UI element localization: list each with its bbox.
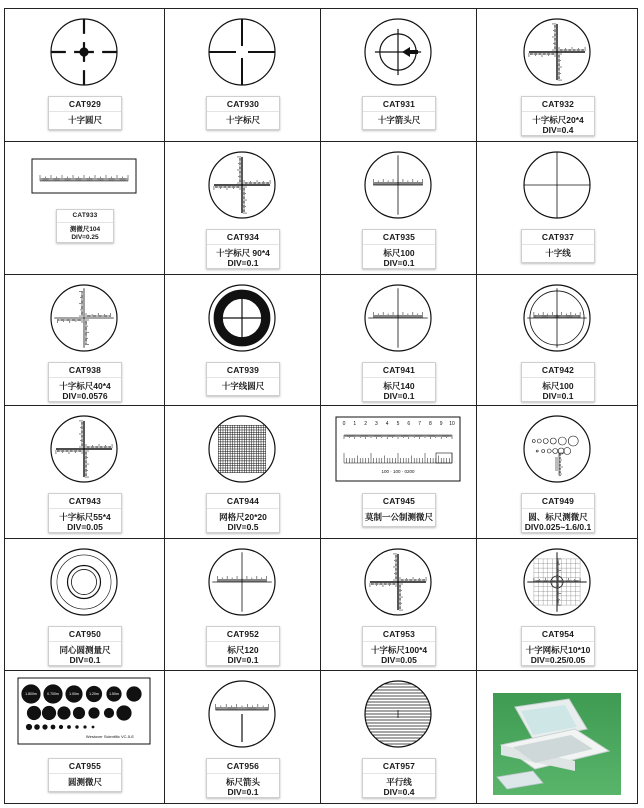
product-label: [48, 493, 122, 533]
product-code: CAT930: [207, 97, 279, 112]
product-code: CAT955: [49, 759, 121, 774]
product-code: CAT939: [207, 363, 279, 378]
catalog-cell: [164, 405, 320, 538]
product-division: DIV=0.1: [383, 391, 415, 401]
catalog-cell: [476, 670, 638, 804]
product-name: 标尺箭头: [225, 777, 260, 787]
product-name: 十字标尺20*4: [532, 115, 584, 125]
product-name: 网格尺20*20: [219, 512, 267, 522]
product-name: 标尺100: [542, 381, 574, 391]
product-division: DIV=0.25: [71, 234, 99, 241]
catalog-cell: [4, 538, 164, 670]
product-name: 十字线: [545, 248, 571, 258]
product-name: 莫制一公制测微尺: [364, 512, 433, 522]
product-division: DIV=0.1: [227, 258, 259, 268]
product-name: 圆测微尺: [67, 777, 102, 787]
catalog-cell: [320, 141, 476, 274]
dot-label-4: 1.50m: [109, 692, 119, 696]
product-label: [362, 626, 436, 666]
product-division: DIV=0.1: [227, 787, 259, 797]
product-division: DIV=0.4: [542, 125, 574, 135]
ruler-number-0: 0: [342, 421, 346, 427]
catalog-cell: [476, 8, 638, 141]
product-code: CAT935: [363, 230, 435, 245]
ruler-number-2: 2: [364, 421, 367, 427]
product-label: [362, 96, 436, 130]
product-label: [521, 96, 595, 136]
product-code: CAT937: [522, 230, 594, 245]
product-label: [521, 493, 595, 533]
product-code: CAT932: [522, 97, 594, 112]
dot-label-3: 1.20m: [89, 692, 99, 696]
product-label: [206, 362, 280, 396]
product-code: CAT934: [207, 230, 279, 245]
product-code: CAT942: [522, 363, 594, 378]
product-label: [48, 626, 122, 666]
product-division: DIV=0.1: [227, 655, 259, 665]
product-label: [48, 758, 122, 792]
ruler-number-1: 1: [353, 421, 357, 427]
product-code: CAT929: [49, 97, 121, 112]
dot-label-1: 0.700m: [47, 692, 59, 696]
ruler-number-10: 10: [449, 421, 455, 427]
product-label: [362, 362, 436, 402]
product-code: CAT957: [363, 759, 435, 774]
product-label: [206, 96, 280, 130]
product-name: 十字标尺100*4: [370, 645, 428, 655]
product-label: [206, 758, 280, 798]
product-label: [206, 493, 280, 533]
product-division: DIV0.025~1.6/0.1: [524, 522, 592, 532]
product-code: CAT931: [363, 97, 435, 112]
catalog-cell: [320, 405, 476, 538]
catalog-cell: [4, 670, 164, 804]
catalog-cell: [476, 405, 638, 538]
product-code: CAT956: [207, 759, 279, 774]
plate-footer: Westover Scientific VC-5-E: [85, 734, 135, 739]
product-code: CAT938: [49, 363, 121, 378]
product-label: [521, 229, 595, 263]
product-name: 十字标尺: [225, 115, 260, 125]
catalog-cell: [320, 538, 476, 670]
product-name: 十字标尺55*4: [59, 512, 111, 522]
catalog-cell: [476, 141, 638, 274]
product-name: 平行线: [386, 777, 412, 787]
catalog-cell: [164, 8, 320, 141]
product-division: DIV=0.4: [383, 787, 415, 797]
catalog-cell: [164, 141, 320, 274]
product-name: 标尺120: [227, 645, 259, 655]
catalog-cell: [320, 670, 476, 804]
product-code: CAT941: [363, 363, 435, 378]
product-label: [48, 96, 122, 130]
product-code: CAT952: [207, 627, 279, 642]
product-division: DIV=0.5: [227, 522, 259, 532]
product-division: DIV=0.05: [67, 522, 103, 532]
product-name: 测微尺104: [69, 226, 101, 233]
product-code: CAT954: [522, 627, 594, 642]
product-code: CAT945: [363, 494, 435, 509]
product-label: [521, 362, 595, 402]
catalog-cell: [476, 538, 638, 670]
ruler-number-6: 6: [407, 421, 411, 427]
product-name: 同心圆测量尺: [59, 645, 111, 655]
ruler-number-9: 9: [439, 421, 443, 427]
ruler-footer: 100 · 100 · 0200: [381, 469, 415, 474]
catalog-cell: [320, 274, 476, 405]
product-code: CAT950: [49, 627, 121, 642]
product-label: [48, 362, 122, 402]
ruler-number-8: 8: [429, 421, 432, 427]
catalog-cell: [476, 274, 638, 405]
product-name: 十字圆尺: [67, 115, 102, 125]
reticle-box-photo-drawing: [476, 670, 638, 804]
ruler-number-3: 3: [375, 421, 378, 427]
product-label: [362, 493, 436, 527]
product-division: DIV=0.1: [383, 258, 415, 268]
reticle-catalog-table: [4, 8, 638, 804]
product-label: [362, 758, 436, 798]
catalog-cell: [164, 670, 320, 804]
catalog-cell: [320, 8, 476, 141]
product-name: 十字线圆尺: [221, 381, 265, 391]
product-label: [56, 209, 114, 243]
product-name: 标尺100: [383, 248, 415, 258]
product-label: [206, 626, 280, 666]
reticle-rect-scale-drawing: [4, 141, 164, 274]
ruler-number-7: 7: [418, 421, 421, 427]
product-code: CAT949: [522, 494, 594, 509]
product-code: CAT944: [207, 494, 279, 509]
product-code: CAT933: [57, 210, 113, 223]
product-name: 十字箭头尺: [377, 115, 421, 125]
catalog-cell: [4, 141, 164, 274]
ruler-number-5: 5: [396, 421, 400, 427]
dot-label-2: 1.00m: [69, 692, 79, 696]
ruler-number-4: 4: [385, 421, 389, 427]
catalog-cell: [4, 8, 164, 141]
product-division: DIV=0.05: [381, 655, 417, 665]
product-label: [521, 626, 595, 666]
product-name: 十字标尺40*4: [59, 381, 111, 391]
product-label: [206, 229, 280, 269]
product-division: DIV=0.0576: [62, 391, 108, 401]
product-division: DIV=0.1: [542, 391, 574, 401]
dot-label-0: 1.800m: [25, 692, 37, 696]
product-name: 十字网标尺10*10: [525, 645, 591, 655]
product-code: CAT943: [49, 494, 121, 509]
product-name: 十字标尺 90*4: [216, 248, 270, 258]
catalog-cell: [4, 274, 164, 405]
product-division: DIV=0.25/0.05: [530, 655, 586, 665]
product-label: [362, 229, 436, 269]
product-code: CAT953: [363, 627, 435, 642]
catalog-cell: [164, 274, 320, 405]
product-name: 标尺140: [383, 381, 415, 391]
product-division: DIV=0.1: [69, 655, 101, 665]
catalog-cell: [4, 405, 164, 538]
product-name: 圆、标尺测微尺: [528, 512, 588, 522]
catalog-cell: [164, 538, 320, 670]
